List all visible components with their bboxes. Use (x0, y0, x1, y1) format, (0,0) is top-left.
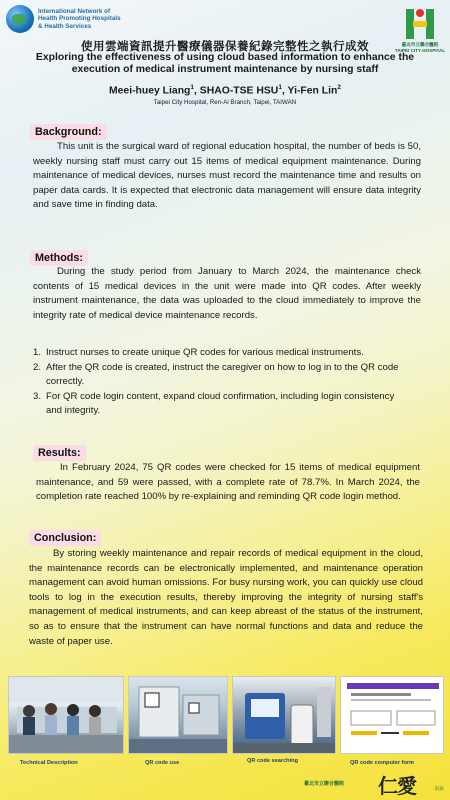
results-paragraph: In February 2024, 75 QR codes were checked for 15 items of medical equipment maintenance, and 59 were passed, with a complete rate of 78.7%. In March 2024, the completion rate reached 100% by re-explaining and reminding QR code login method. (36, 462, 420, 503)
background-heading: Background: (30, 124, 107, 140)
affiliation: Taipei City Hospital, Ren-Ai Branch, Taipei, TAIWAN (153, 99, 297, 106)
ren-ai-branch-logo (304, 770, 444, 798)
form-screenshot-illustration (341, 677, 444, 754)
photo-caption: QR code searching (247, 758, 298, 764)
photo-caption: QR code computer form (350, 760, 415, 766)
hospital-h-icon (402, 6, 438, 42)
equipment-cart-illustration (129, 677, 228, 754)
author-name: Meei-huey Liang (108, 85, 191, 97)
hphs-network-logo (6, 4, 166, 34)
methods-paragraph: During the study period from January to March 2024, the maintenance check contents of 15 medical devices in the unit were made into QR codes. After weekly instrument maintenance, the data was uploaded to the cloud immediately to improve the integrity rate of medical device maintenance records. (33, 266, 421, 321)
author-affil-mark: 2 (337, 84, 341, 91)
title-chinese: 使用雲端資訊提升醫療儀器保養紀錄完整性之執行成效 (81, 41, 369, 53)
staff-meeting-illustration (9, 677, 124, 754)
list-item: 3. For QR code login content, expand cloud confirmation, including login consistency and integrity. (33, 390, 395, 417)
device-scan-illustration (233, 677, 336, 754)
footer-branch: 院區 (435, 786, 444, 791)
network-logo-text: International Network of Health Promoting Hospitals & Health Services (38, 8, 121, 30)
poster-header (0, 0, 450, 122)
technical-description-photo (8, 676, 124, 754)
conclusion-paragraph: By storing weekly maintenance and repair records of medical equipment in the cloud, the maintenance records can be electronically implemented, and maintenance operation management can avoid human omissions. For busy nursing work, you can quickly use cloud tools to log in the execution results, thereby improving the integrity of nursing staff's management of medical instruments, and can keep abreast of the status of the instrument, so as to ensure that the instrument can have normal functions and data and reduce the waste of paper use. (29, 548, 423, 647)
author-affil-mark: 1 (278, 84, 282, 91)
methods-heading: Methods: (30, 250, 88, 266)
background-paragraph: This unit is the surgical ward of regional education hospital, the number of beds is 50, weekly nursing staff must carry out 15 items of medical equipment maintenance. During maintenance of medical devices, nurses must record the maintenance time and results on paper data cards. It is expected that electronic data management will ensure data integrity and save time in finding data. (33, 141, 421, 211)
methods-steps-list (33, 346, 425, 419)
ren-ai-mark: 仁愛 (378, 774, 416, 798)
qr-code-searching-photo (232, 676, 336, 754)
title-english: Exploring the effectiveness of using cloud based information to enhance the execution of medical instrument maintenance by nursing staff (35, 52, 415, 76)
author-name: Yi-Fen Lin (287, 85, 338, 97)
list-item: 2. After the QR code is created, instruct the caregiver on how to log in to the QR code correctly. (33, 361, 399, 388)
conclusion-heading: Conclusion: (29, 530, 101, 546)
qr-code-use-photo (128, 676, 228, 754)
hospital-logo-caption: 臺北市立聯合醫院 TAIPEI CITY HOSPITAL (394, 42, 446, 53)
globe-icon (6, 5, 34, 33)
list-item: 1. Instruct nurses to create unique QR codes for various medical instruments. (33, 347, 364, 358)
authors: Meei-huey Liang$^1$, SHAO-TSE HSU$^1$, Yi-Fen Lin$^2$ (108, 84, 341, 97)
photo-caption: Technical Description (20, 760, 78, 766)
photo-strip (8, 676, 444, 754)
footer-hospital-name: 臺北市立聯合醫院 (304, 781, 345, 787)
photo-caption: QR code use (145, 760, 180, 766)
results-heading: Results: (33, 445, 86, 461)
author-affil-mark: 1 (190, 84, 195, 91)
qr-code-computer-form-screenshot (340, 676, 444, 754)
author-name: SHAO-TSE HSU (199, 85, 279, 97)
